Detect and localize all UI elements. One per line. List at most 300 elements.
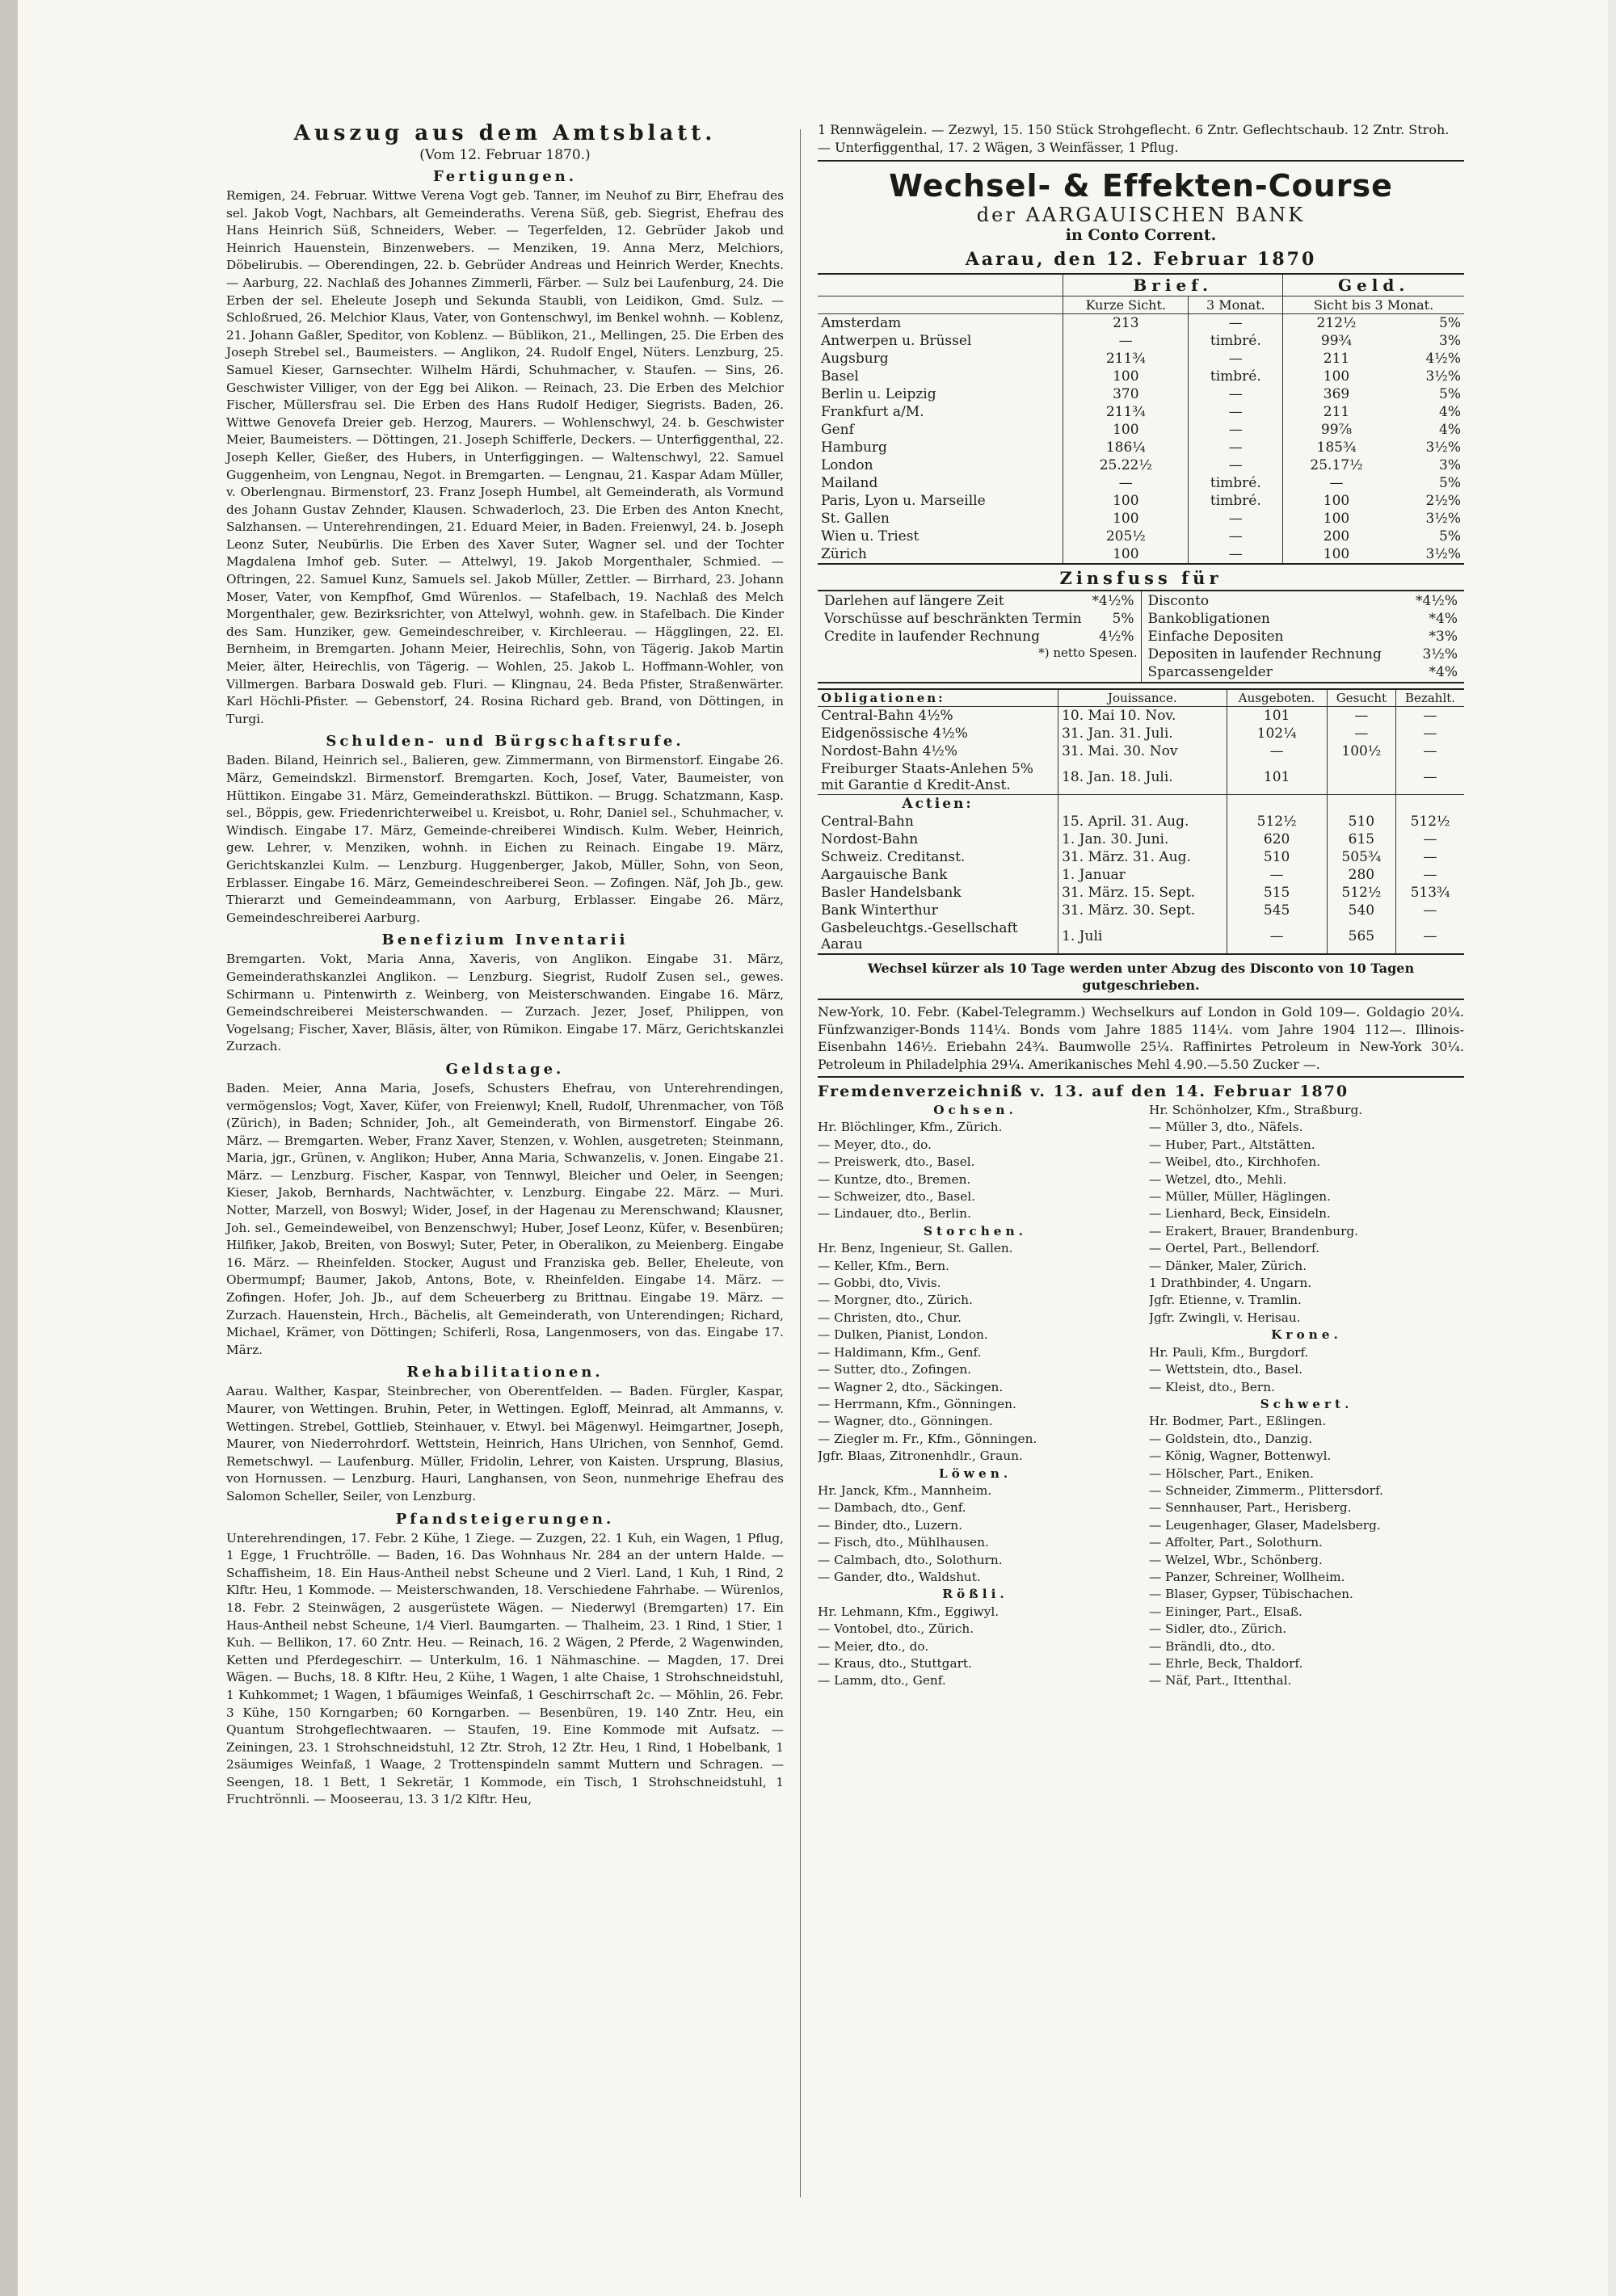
hotel-heading: Schwert.: [1260, 1396, 1353, 1411]
security-bezahlt: —: [1396, 742, 1464, 760]
bank-subtitle-2: in Conto Corrent.: [1065, 226, 1217, 244]
guest-entry: — Keller, Kfm., Bern.: [818, 1258, 949, 1273]
rate-row: [818, 421, 1464, 439]
zinsfuss-title: Zinsfuss für: [1059, 568, 1223, 588]
security-gesucht: —: [1327, 707, 1395, 725]
actien-spacer: [1327, 795, 1395, 814]
rate-pct: 3%: [1439, 457, 1461, 473]
guest-entry: — Kraus, dto., Stuttgart.: [818, 1656, 972, 1671]
guest-entry: — Müller, Müller, Häglingen.: [1149, 1189, 1332, 1205]
rate-kurz: 100: [1063, 368, 1189, 385]
section-fertigungen: [226, 168, 784, 728]
actien-heading-body: [818, 795, 1464, 814]
guest-entry: — Lamm, dto., Genf.: [818, 1673, 946, 1688]
rate-pct: 3½%: [1425, 439, 1461, 456]
rate-kurz: 370: [1063, 385, 1189, 403]
guest-entry: — Erakert, Brauer, Brandenburg.: [1149, 1223, 1359, 1238]
rate-kurz: 100: [1063, 545, 1189, 564]
rate-geld: 100: [1283, 545, 1390, 564]
guest-entry: — König, Wagner, Bottenwyl.: [1149, 1449, 1332, 1464]
section-heading: Schulden- und Bürgschaftsrufe.: [326, 733, 684, 751]
guest-entry: — Dambach, dto., Genf.: [818, 1500, 966, 1516]
drei-monat-header: 3 Monat.: [1189, 296, 1283, 314]
rate-place: Amsterdam: [821, 315, 902, 331]
security-bezahlt: —: [1396, 919, 1464, 954]
rates-body: [818, 314, 1464, 565]
security-name: Central-Bahn 4½%: [821, 708, 953, 724]
guest-entry: — Affolter, Part., Solothurn.: [1149, 1535, 1323, 1550]
security-jouissance: 31. Mai. 30. Nov: [1058, 742, 1227, 760]
rate-drei: —: [1189, 403, 1283, 421]
rate-drei: —: [1189, 314, 1283, 333]
actien-row: [818, 902, 1464, 919]
fremden-column-1: [818, 1102, 1133, 1690]
guest-entry: — Fisch, dto., Mühlhausen.: [818, 1535, 989, 1550]
left-sections: [226, 168, 784, 1809]
obligation-row: [818, 742, 1464, 760]
rate-geld: 99¾: [1283, 332, 1390, 350]
guest-entry: — Schneider, Zimmerm., Plittersdorf.: [1149, 1482, 1383, 1498]
actien-row: [818, 919, 1464, 954]
security-jouissance: 31. März. 30. Sept.: [1058, 902, 1227, 919]
rate-row: [818, 545, 1464, 564]
interest-row: [1145, 610, 1462, 628]
security-bezahlt: —: [1396, 831, 1464, 848]
security-jouissance: 1. Jan. 30. Juni.: [1058, 831, 1227, 848]
pfand-continuation: 1 Rennwägelein. — Zezwyl, 15. 150 Stück Strohgeflecht. 6 Zntr. Geflechtschaub. 12 Zntr. Stroh. — Unterfiggenthal, 17. 2 Wägen, 3 Weinfässer, 1 Pflug.: [818, 121, 1464, 162]
interest-right-cell: [1141, 591, 1464, 683]
bank-course-block: [818, 168, 1464, 994]
actien-row: [818, 848, 1464, 866]
guest-entry: — Dulken, Pianist, London.: [818, 1327, 988, 1343]
rate-geld: 369: [1283, 385, 1390, 403]
place-subheader-spacer: [818, 296, 1063, 314]
right-column: [818, 121, 1464, 1690]
guest-entry: Hr. Pauli, Kfm., Burgdorf.: [1149, 1344, 1309, 1360]
gesucht-header: Gesucht: [1327, 689, 1395, 707]
security-ausgeboten: —: [1227, 742, 1327, 760]
guest-entry: Jgfr. Zwingli, v. Herisau.: [1149, 1310, 1301, 1325]
hotel-heading: Ochsen.: [933, 1103, 1017, 1117]
guest-entry: 1 Drathbinder, 4. Ungarn.: [1149, 1276, 1312, 1291]
guest-entry: — Herrmann, Kfm., Gönningen.: [818, 1396, 1016, 1411]
rate-pct: 4%: [1439, 422, 1461, 438]
guest-entry: — Lindauer, dto., Berlin.: [818, 1206, 971, 1222]
interest-row: [1145, 628, 1462, 645]
rate-pct: 4½%: [1425, 351, 1461, 367]
section-heading: Benefizium Inventarii: [381, 931, 629, 949]
bank-date: Aarau, den 12. Februar 1870: [965, 249, 1317, 270]
guest-entry: — Lienhard, Beck, Einsideln.: [1149, 1206, 1331, 1222]
interest-label: Sparcassengelder: [1147, 664, 1273, 680]
section-text: Baden. Biland, Heinrich sel., Balieren, gew. Zimmermann, von Birmenstorf. Eingabe 26. März, Gemeindskzl. Birmenstorf. Bremgarten. Koch, Josef, Vater, Baumeister, von Hüttikon. Eingabe 31. März, Gemeinderathskzl. Büttikon. — Brugg. Schatzmann, Kasp. sel., Böppis, gew. Friedenrichterweibel u. Kreisbot, u. Rohr, Daniel sel., Schuhmacher, v. Windisch. Eingabe 17. März, Gemeinde-chreiberei Windisch. Kulm. Weber, Heinrich, gew. Lehrer, v. Menziken, wohnh. in Eichen zu Reinach. Eingabe 19. März, Gerichtskanzlei Kulm. — Lenzburg. Huggenberger, Jakob, Müller, Sohn, von Seon, Erblasser. Eingabe 16. März, Gemeindeschreiberei Seon. — Zofingen. Näf, Joh Jb., gew. Thierarzt und Gemeindeammann, von Aarburg, Erblasser. Eingabe 26. März, Gemeindeschreiberei Aarburg.: [226, 753, 784, 925]
rate-row: [818, 474, 1464, 492]
rate-geld: 200: [1283, 528, 1390, 545]
section-heading: Pfandsteigerungen.: [395, 1510, 615, 1528]
rate-row: [818, 492, 1464, 510]
guest-entry: — Gander, dto., Waldshut.: [818, 1569, 981, 1584]
security-ausgeboten: —: [1227, 919, 1327, 954]
section-text: Aarau. Walther, Kaspar, Steinbrecher, von Oberentfelden. — Baden. Fürgler, Kaspar, Maurer, von Wettingen. Bruhin, Peter, in Wettingen. Egloff, Meinrad, alt Ammanns, v. Wettingen. Strebel, Gottlieb, Steinhauer, v. Etwyl. bei Mägenwyl. Heimgartner, Joseph, Maurer, von Niederrohrdorf. Wettstein, Heinrich, Hans Ulrichen, von Sennhof, Gemd. Remetschwyl. — Laufenburg. Müller, Fridolin, Lehrer, von Kaisten. Ursprung, Blasius, von Hornussen. — Lenzburg. Hauri, Langhansen, von Seon, nunmehrige Ehefrau des Salomon Scheller, Seiler, von Lenzburg.: [226, 1384, 784, 1503]
section-text: Baden. Meier, Anna Maria, Josefs, Schusters Ehefrau, von Unterehrendingen, vermögenslos; Vogt, Xaver, Küfer, von Freienwyl; Knell, Rudolf, Uhrenmacher, von Töß (Zürich), in Baden; Schnider, Joh., alt Gemeinderath, von Birmenstorf. Eingabe 26. März. — Bremgarten. Weber, Franz Xaver, Stenzen, v. Wohlen, ausgetreten; Steinmann, Maria, jgr., Grünen, v. Anglikon; Huber, Anna Maria, Schwanzelis, v. Jonen. Eingabe 21. März. — Lenzburg. Fischer, Kaspar, von Tennwyl, Bleicher und Oeler, in Seengen; Kieser, Jakob, Bernhards, Nachtwächter, v. Lenzburg. Eingabe 22. März. — Muri. Notter, Marzell, von Boswyl; Wider, Josef, in der Hagenau zu Merenschwand; Klausner, Joh. sel., Gemeindeweibel, von Benzenschwyl; Huber, Josef Leonz, Küfer, v. Besenbüren; Hilfiker, Jakob, Breiten, von Boswyl; Suter, Peter, in Oberalikon, zu Meienberg. Eingabe 16. März. — Rheinfelden. Stocker, August und Franziska geb. Beller, Eheleute, von Obermumpf; Baumer, Jakob, Antons, Bote, v. Rheinfelden. Eingabe 14. März. — Zofingen. Hofer, Joh. Jb., auf dem Scheuerberg zu Brittnau. Eingabe 19. März. — Zurzach. Hauenstein, Hrch., Bächelis, alt Gemeinderath, von Unterendingen; Richard, Michael, Krämer, von Döttingen; Schiferli, Rosa, Langenmosers, von das. Eingabe 17. März.: [226, 1080, 784, 1357]
rate-place: Paris, Lyon u. Marseille: [821, 493, 986, 509]
guest-entry: — Christen, dto., Chur.: [818, 1310, 962, 1325]
interest-note: *) netto Spesen.: [1038, 645, 1138, 660]
guest-entry: — Leugenhager, Glaser, Madelsberg.: [1149, 1517, 1381, 1533]
security-ausgeboten: 515: [1227, 884, 1327, 902]
security-name: Basler Handelsbank: [821, 885, 962, 901]
guest-entry: — Ehrle, Beck, Thaldorf.: [1149, 1656, 1303, 1671]
security-bezahlt: 512½: [1396, 813, 1464, 831]
guest-entry: — Kuntze, dto., Bremen.: [818, 1171, 971, 1187]
security-jouissance: 31. März. 31. Aug.: [1058, 848, 1227, 866]
rate-place: Mailand: [821, 475, 878, 491]
section-text: Bremgarten. Vokt, Maria Anna, Xaveris, von Anglikon. Eingabe 31. März, Gemeinderathskanzlei Anglikon. — Lenzburg. Siegrist, Rudolf Zusen sel., gewes. Schirmann u. Pintenwirth z. Weinberg, von Meisterschwanden. Eingabe 16. März, Gemeindschreiberei Meisterschwanden. — Zurzach. Jezer, Josef, Philippen, von Vogelsang; Fischer, Xaver, Bläsis, älter, von Rümikon. Eingabe 17. März, Gerichtskanzlei Zurzach.: [226, 952, 784, 1054]
discount-notice: Wechsel kürzer als 10 Tage werden unter Abzug des Disconto von 10 Tagen gutgeschrieben.: [867, 961, 1415, 993]
hotel-heading: Storchen.: [924, 1223, 1027, 1238]
security-jouissance: 10. Mai 10. Nov.: [1058, 707, 1227, 725]
actien-spacer: [1227, 795, 1327, 814]
rate-geld: 185¾: [1283, 439, 1390, 456]
security-name: Bank Winterthur: [821, 902, 938, 919]
guest-entry: Hr. Lehmann, Kfm., Eggiwyl.: [818, 1604, 999, 1619]
obligationen-body: [818, 707, 1464, 795]
rate-kurz: —: [1063, 332, 1189, 350]
guest-entry: Jgfr. Etienne, v. Tramlin.: [1149, 1293, 1302, 1308]
security-ausgeboten: 102¼: [1227, 725, 1327, 742]
bezahlt-header: Bezahlt.: [1396, 689, 1464, 707]
security-gesucht: 100½: [1327, 742, 1395, 760]
security-gesucht: [1327, 760, 1395, 795]
place-header-spacer: [818, 274, 1063, 296]
interest-label: Einfache Depositen: [1147, 629, 1284, 645]
actien-row: [818, 813, 1464, 831]
section-rehabilitationen: [226, 1364, 784, 1505]
security-gesucht: 615: [1327, 831, 1395, 848]
interest-value: *4%: [1429, 664, 1458, 680]
security-gesucht: 505¾: [1327, 848, 1395, 866]
guest-entry: — Calmbach, dto., Solothurn.: [818, 1552, 1003, 1567]
security-jouissance: 1. Juli: [1058, 919, 1227, 954]
rate-row: [818, 368, 1464, 385]
obligationen-label-text: Obligationen:: [821, 691, 945, 705]
interest-value: *4½%: [1416, 593, 1458, 609]
brief-header: Brief.: [1063, 274, 1283, 296]
rate-drei: timbré.: [1189, 368, 1283, 385]
rate-geld: 100: [1283, 368, 1390, 385]
rate-row: [818, 314, 1464, 333]
fremdenverzeichnis: [818, 1083, 1464, 1690]
guest-entry: — Panzer, Schreiner, Wollheim.: [1149, 1569, 1345, 1584]
guest-entry: — Wagner 2, dto., Säckingen.: [818, 1379, 1004, 1394]
rate-pct: 2½%: [1425, 493, 1461, 509]
rate-drei: —: [1189, 545, 1283, 564]
rate-drei: —: [1189, 510, 1283, 528]
security-name: Eidgenössische 4½%: [821, 725, 968, 742]
guest-entry: — Haldimann, Kfm., Genf.: [818, 1344, 982, 1360]
bank-subtitle: der AARGAUISCHEN BANK: [976, 204, 1306, 226]
guest-entry: — Oertel, Part., Bellendorf.: [1149, 1241, 1319, 1256]
guest-entry: — Weibel, dto., Kirchhofen.: [1149, 1154, 1321, 1170]
section-pfandsteigerungen: [226, 1511, 784, 1810]
guest-entry: — Brändli, dto., dto.: [1149, 1638, 1276, 1654]
rate-pct: 5%: [1439, 386, 1461, 402]
interest-value: *3%: [1429, 629, 1458, 645]
fremden-column-2: [1149, 1102, 1464, 1690]
rate-kurz: 100: [1063, 492, 1189, 510]
rate-kurz: 211¾: [1063, 403, 1189, 421]
binding-spine: [0, 0, 18, 2296]
rate-pct: 3½%: [1425, 511, 1461, 527]
obligation-row: [818, 707, 1464, 725]
security-bezahlt: 513¾: [1396, 884, 1464, 902]
section-benefizium: [226, 931, 784, 1056]
rate-kurz: 25.22½: [1063, 456, 1189, 474]
rate-place: Frankfurt a/M.: [821, 404, 924, 420]
guest-entry: — Wettstein, dto., Basel.: [1149, 1362, 1302, 1377]
guest-entry: — Goldstein, dto., Danzig.: [1149, 1431, 1313, 1446]
rate-kurz: 100: [1063, 421, 1189, 439]
security-ausgeboten: 101: [1227, 707, 1327, 725]
interest-row: [1145, 663, 1462, 681]
interest-label: Bankobligationen: [1147, 611, 1270, 627]
guest-entry: — Gobbi, dto, Vivis.: [818, 1276, 941, 1291]
sicht-header: Sicht bis 3 Monat.: [1283, 296, 1464, 314]
rate-place: Hamburg: [821, 439, 887, 456]
interest-row: [821, 610, 1138, 628]
rate-drei: —: [1189, 350, 1283, 368]
actien-heading-row: [818, 795, 1464, 814]
rate-place: Basel: [821, 368, 859, 385]
rate-kurz: 205½: [1063, 528, 1189, 545]
security-jouissance: 1. Januar: [1058, 866, 1227, 884]
rate-pct: 3½%: [1425, 546, 1461, 562]
guest-entry: — Hölscher, Part., Eniken.: [1149, 1465, 1314, 1481]
security-ausgeboten: 512½: [1227, 813, 1327, 831]
rate-drei: —: [1189, 528, 1283, 545]
rate-kurz: 213: [1063, 314, 1189, 333]
rate-kurz: 186¼: [1063, 439, 1189, 456]
rate-row: [818, 385, 1464, 403]
rate-place: St. Gallen: [821, 511, 890, 527]
guest-entry: Jgfr. Blaas, Zitronenhdlr., Graun.: [818, 1449, 1023, 1464]
hotel-heading: Löwen.: [938, 1465, 1012, 1481]
guest-entry: Hr. Schönholzer, Kfm., Straßburg.: [1149, 1103, 1363, 1117]
rate-place: London: [821, 457, 873, 473]
rate-row: [818, 456, 1464, 474]
section-heading: Fertigungen.: [432, 168, 578, 185]
guest-entry: Hr. Janck, Kfm., Mannheim.: [818, 1482, 992, 1498]
interest-label: Disconto: [1147, 593, 1210, 609]
security-ausgeboten: 545: [1227, 902, 1327, 919]
rate-drei: timbré.: [1189, 332, 1283, 350]
interest-value: 5%: [1112, 611, 1134, 627]
rate-geld: 211: [1283, 350, 1390, 368]
rate-pct: 5%: [1439, 475, 1461, 491]
rate-place: Berlin u. Leipzig: [821, 386, 936, 402]
security-bezahlt: —: [1396, 902, 1464, 919]
rate-geld: 100: [1283, 492, 1390, 510]
section-heading: Rehabilitationen.: [406, 1364, 604, 1381]
rate-place: Genf: [821, 422, 854, 438]
rate-geld: 211: [1283, 403, 1390, 421]
security-jouissance: 15. April. 31. Aug.: [1058, 813, 1227, 831]
security-bezahlt: —: [1396, 848, 1464, 866]
actien-spacer: [1058, 795, 1227, 814]
security-ausgeboten: —: [1227, 866, 1327, 884]
section-text: Remigen, 24. Februar. Wittwe Verena Vogt geb. Tanner, im Neuhof zu Birr, Ehefrau des sel. Jakob Vogt, Nachbars, alt Gemeinderaths. Verena Süß, geb. Siegrist, Ehefrau des Hans Heinrich Süß, Schneiders, Weber. — Tegerfelden, 12. Gebrüder Jakob und Heinrich Hauenstein, Binzenwebers. — Menziken, 19. Anna Merz, Melchiors, Döbelirubis. — Oberendingen, 22. b. Gebrüder Andreas und Heinrich Werder, Knechts. — Aarburg, 22. Nachlaß des Johannes Zimmerli, Färber. — Sulz bei Laufenburg, 24. Die Erben der sel. Eheleute Joseph und Sekunda Staubli, von Leidikon, Gmd. Sulz. — Schloßrued, 26. Melchior Klaus, Vater, von Gontenschwyl, im Benkel wohnh. — Koblenz, 21. Johann Gaßler, Speditor, von Koblenz. — Büblikon, 21., Mellingen, 25. Die Erben des Joseph Strebel sel., Baumeisters. — Anglikon, 24. Rudolf Engel, Nüters. Lenzburg, 25. Samuel Kieser, Garnsechter. Wilhelm Härdi, Schuhmacher, v. Staufen. — Sins, 26. Geschwister Villiger, von der Egg bei Alikon. — Reinach, 23. Die Erben des Melchior Fischer, Müllersfrau sel. Die Erben des Hans Rudolf Hediger, Siegrists. Baden, 26. Wittwe Genovefa Dreier geb. Herzog, Maurers. — Wohlenschwyl, 24. b. Geschwister Meier, Baumeisters. — Döttingen, 21. Joseph Schifferle, Deckers. — Unterfiggenthal, 22. Joseph Keller, Gießer, des Hubers, in Unterfiggingen. — Waltenschwyl, 22. Samuel Guggenheim, von Lengnau, Negot. in Bremgarten. — Lengnau, 21. Kaspar Adam Müller, v. Oberlengnau. Birmenstorf, 23. Franz Joseph Humbel, alt Gemeinderath, als Vormund des Johann Gustav Zehnder, Klausen. Schwaderloch, 23. Die Erben des Anton Knecht, Salzhansen. — Unterehrendingen, 21. Eduard Meier, in Baden. Freienwyl, 24. b. Joseph Leonz Suter, Neubürlis. Die Erben des Xaver Suter, Wagner sel. und der Tochter Magdalena Imhof geb. Suter. — Attelwyl, 19. Jakob Morgenthaler, Schmied. — Oftringen, 22. Samuel Kunz, Samuels sel. Jakob Müller, Zettler. — Birrhard, 23. Johann Moser, Vater, von Kempfhof, Gmd Würenlos. — Stafelbach, 19. Nachlaß des Melch Morgenthaler, gew. Bezirksrichter, von Attelwyl, wohnh. gew. in Stafelbach. Die Kinder des Sam. Hunziker, gew. Gemeindeschreiber, v. Kirchleerau. — Hägglingen, 22. El. Bernheim, in Bremgarten. Johann Meier, Heirechlis, Sohn, von Tägerig. Jakob Martin Meier, älter, Heirechlis, von Tägerig. — Wohlen, 25. Jakob L. Hoffmann-Wohler, von Villmergen. Barbara Doswald geb. Fluri. — Klingnau, 24. Beda Pfister, Straßenwärter. Karl Höchli-Pfister. — Gebenstorf, 24. Rosina Richard geb. Brand, von Döttingen, in Turgi.: [226, 188, 784, 726]
rate-drei: —: [1189, 385, 1283, 403]
rate-geld: 25.17½: [1283, 456, 1390, 474]
amtsblatt-title: Auszug aus dem Amtsblatt.: [293, 121, 717, 145]
security-name: Freiburger Staats-Anlehen 5% mit Garantie d Kredit-Anst.: [821, 761, 1033, 793]
rate-row: [818, 350, 1464, 368]
security-gesucht: 510: [1327, 813, 1395, 831]
bank-title: Wechsel- & Effekten-Course: [889, 168, 1393, 204]
guest-entry: — Schweizer, dto., Basel.: [818, 1189, 976, 1205]
column-divider: [800, 129, 801, 2197]
interest-label: Credite in laufender Rechnung: [824, 629, 1040, 645]
guest-entry: — Müller 3, dto., Näfels.: [1149, 1120, 1303, 1135]
security-bezahlt: —: [1396, 707, 1464, 725]
guest-entry: — Blaser, Gypser, Tübischachen.: [1149, 1587, 1353, 1602]
guest-entry: Hr. Bodmer, Part., Eßlingen.: [1149, 1414, 1327, 1429]
rate-pct: 3%: [1439, 333, 1461, 349]
section-heading: Geldstage.: [445, 1060, 565, 1078]
interest-label: Darlehen auf längere Zeit: [824, 593, 1004, 609]
guest-entry: — Dänker, Maler, Zürich.: [1149, 1258, 1307, 1273]
fremdenverzeichnis-title: Fremdenverzeichniß v. 13. auf den 14. Februar 1870: [818, 1083, 1349, 1100]
security-gesucht: 280: [1327, 866, 1395, 884]
security-gesucht: 540: [1327, 902, 1395, 919]
guest-entry: — Binder, dto., Luzern.: [818, 1517, 962, 1533]
rate-kurz: 211¾: [1063, 350, 1189, 368]
rate-row: [818, 403, 1464, 421]
guest-entry: — Huber, Part., Altstätten.: [1149, 1137, 1315, 1152]
rate-pct: 5%: [1439, 528, 1461, 545]
security-ausgeboten: 620: [1227, 831, 1327, 848]
interest-row: [821, 592, 1138, 610]
security-jouissance: 31. Jan. 31. Juli.: [1058, 725, 1227, 742]
guest-entry: — Sutter, dto., Zofingen.: [818, 1362, 972, 1377]
security-name: Aargauische Bank: [821, 867, 948, 883]
section-geldstage: [226, 1061, 784, 1360]
guest-entry: Hr. Benz, Ingenieur, St. Gallen.: [818, 1241, 1013, 1256]
security-bezahlt: —: [1396, 866, 1464, 884]
geld-header: Geld.: [1283, 274, 1464, 296]
guest-entry: — Wetzel, dto., Mehli.: [1149, 1171, 1287, 1187]
security-bezahlt: —: [1396, 760, 1464, 795]
interest-table: [818, 590, 1464, 683]
kurze-sicht-header: Kurze Sicht.: [1063, 296, 1189, 314]
interest-right: [1145, 592, 1462, 681]
security-name: Gasbeleuchtgs.-Gesellschaft Aarau: [821, 920, 1018, 952]
interest-label: Depositen in laufender Rechnung: [1147, 646, 1382, 662]
interest-value: *4%: [1429, 611, 1458, 627]
left-column: [226, 121, 784, 1814]
guest-entry: — Vontobel, dto., Zürich.: [818, 1621, 974, 1637]
amtsblatt-date: (Vom 12. Februar 1870.): [419, 147, 591, 163]
security-ausgeboten: 101: [1227, 760, 1327, 795]
new-york-telegram: New-York, 10. Febr. (Kabel-Telegramm.) Wechselkurs auf London in Gold 109—. Goldagio 20¼. Fünfzwanziger-Bonds 114¼. Bonds vom Jahre 1885 114¼. vom Jahre 1904 112—. Illinois-Eisenbahn 146½. Eriebahn 24¾. Baumwolle 25¼. Raffinirtes Petroleum in New-York 30¼. Petroleum in Philadelphia 29¼. Amerikanisches Mehl 4.90.—5.50 Zucker —.: [818, 999, 1464, 1078]
security-bezahlt: —: [1396, 725, 1464, 742]
rate-row: [818, 510, 1464, 528]
interest-value: 3½%: [1422, 646, 1458, 662]
guest-entry: — Näf, Part., Ittenthal.: [1149, 1673, 1292, 1688]
guest-entry: — Meier, dto., do.: [818, 1638, 929, 1654]
guest-entry: — Preiswerk, dto., Basel.: [818, 1154, 975, 1170]
exchange-rate-table: [818, 273, 1464, 565]
security-gesucht: —: [1327, 725, 1395, 742]
rate-drei: timbré.: [1189, 474, 1283, 492]
guest-entry: — Eininger, Part., Elsaß.: [1149, 1604, 1302, 1619]
jouissance-header: Jouissance.: [1058, 689, 1227, 707]
interest-row: [1145, 645, 1462, 663]
rate-drei: timbré.: [1189, 492, 1283, 510]
actien-row: [818, 884, 1464, 902]
rate-drei: —: [1189, 439, 1283, 456]
guest-entry: — Meyer, dto., do.: [818, 1137, 932, 1152]
security-gesucht: 565: [1327, 919, 1395, 954]
section-text: Unterehrendingen, 17. Febr. 2 Kühe, 1 Ziege. — Zuzgen, 22. 1 Kuh, ein Wagen, 1 Pflug, 1 Egge, 1 Fruchtrölle. — Baden, 16. Das Wohnhaus Nr. 284 an der untern Halde. — Schaffisheim, 18. Ein Haus-Antheil nebst Scheune und 2 Vierl. Land, 1 Kuh, 1 Rind, 2 Klftr. Heu, 1 Kommode. — Meisterschwanden, 18. Verschiedene Fahrhabe. — Würenlos, 18. Febr. 2 Steinwägen, 2 ausgerüstete Wägen. — Niederwyl (Bremgarten) 17. Ein Haus-Antheil nebst Scheune, 1/4 Vierl. Baumgarten. — Thalheim, 23. 1 Rind, 1 Stier, 1 Kuh. — Bellikon, 17. 60 Zntr. Heu. — Reinach, 16. 2 Wägen, 2 Pferde, 2 Wagenwinden, Ketten und Pferdegeschirr. — Unterkulm, 16. 1 Nähmaschine. — Magden, 17. Drei Wägen. — Buchs, 18. 8 Klftr. Heu, 2 Kühe, 1 Wagen, 1 alte Chaise, 1 Strohschneidstuhl, 1 Kuhkommet; 1 Wagen, 1 bfäumiges Weinfaß, 1 Geschirrschaft 2c. — Möhlin, 26. Febr. 3 Kühe, 150 Korngarben; 60 Korngarben. — Besenbüren, 19. 140 Zntr. Heu, ein Quantum Strohgeflechtwaaren. — Staufen, 19. Eine Kommode mit Aufsatz. — Zeiningen, 23. 1 Strohschneidstuhl, 12 Ztr. Stroh, 12 Ztr. Heu, 1 Rind, 1 Hobelbank, 1 2säumiges Weinfaß, 1 Waage, 2 Trottenspindeln sammt Muttern und Schragen. — Seengen, 18. 1 Bett, 1 Sekretär, 1 Kommode, ein Tisch, 1 Strohschneidstuhl, 1 Fruchtrönnli. — Mooseerau, 13. 3 1/2 Klftr. Heu,: [226, 1530, 784, 1807]
security-name: Nordost-Bahn: [821, 831, 919, 847]
interest-row: [1145, 592, 1462, 610]
section-schuldenrufe: [226, 733, 784, 927]
interest-left-cell: [818, 591, 1141, 683]
guest-entry: — Ziegler m. Fr., Kfm., Gönningen.: [818, 1431, 1037, 1446]
guest-entry: — Sennhauser, Part., Herisberg.: [1149, 1500, 1352, 1516]
security-jouissance: 18. Jan. 18. Juli.: [1058, 760, 1227, 795]
newspaper-page: [18, 0, 1608, 2296]
guest-entry: — Sidler, dto., Zürich.: [1149, 1621, 1287, 1637]
rate-kurz: —: [1063, 474, 1189, 492]
security-name: Central-Bahn: [821, 814, 914, 830]
rate-place: Zürich: [821, 546, 867, 562]
interest-value: 4½%: [1099, 629, 1134, 645]
rate-drei: —: [1189, 421, 1283, 439]
rate-geld: 100: [1283, 510, 1390, 528]
hotel-heading: Krone.: [1271, 1327, 1342, 1343]
obligation-row: [818, 760, 1464, 795]
rate-geld: —: [1283, 474, 1390, 492]
actien-row: [818, 866, 1464, 884]
securities-table: [818, 688, 1464, 955]
ausgeboten-header: Ausgeboten.: [1227, 689, 1327, 707]
rate-row: [818, 439, 1464, 456]
guest-entry: — Welzel, Wbr., Schönberg.: [1149, 1552, 1323, 1567]
security-jouissance: 31. März. 15. Sept.: [1058, 884, 1227, 902]
interest-label: Vorschüsse auf beschränkten Termin: [824, 611, 1082, 627]
interest-value: *4½%: [1092, 593, 1134, 609]
interest-row: [821, 628, 1138, 645]
rate-drei: —: [1189, 456, 1283, 474]
hotel-heading: Rößli.: [942, 1587, 1008, 1602]
security-name: Schweiz. Creditanst.: [821, 849, 966, 865]
obligation-row: [818, 725, 1464, 742]
obligationen-label: [818, 689, 1058, 707]
guest-entry: — Morgner, dto., Zürich.: [818, 1293, 973, 1308]
rate-row: [818, 528, 1464, 545]
actien-body: [818, 813, 1464, 954]
guest-entry: — Kleist, dto., Bern.: [1149, 1379, 1275, 1394]
rate-place: Antwerpen u. Brüssel: [821, 333, 972, 349]
rate-pct: 3½%: [1425, 368, 1461, 385]
actien-spacer: [1396, 795, 1464, 814]
security-name: Nordost-Bahn 4½%: [821, 743, 958, 759]
rate-place: Wien u. Triest: [821, 528, 920, 545]
interest-left: [821, 592, 1138, 645]
rate-row: [818, 332, 1464, 350]
